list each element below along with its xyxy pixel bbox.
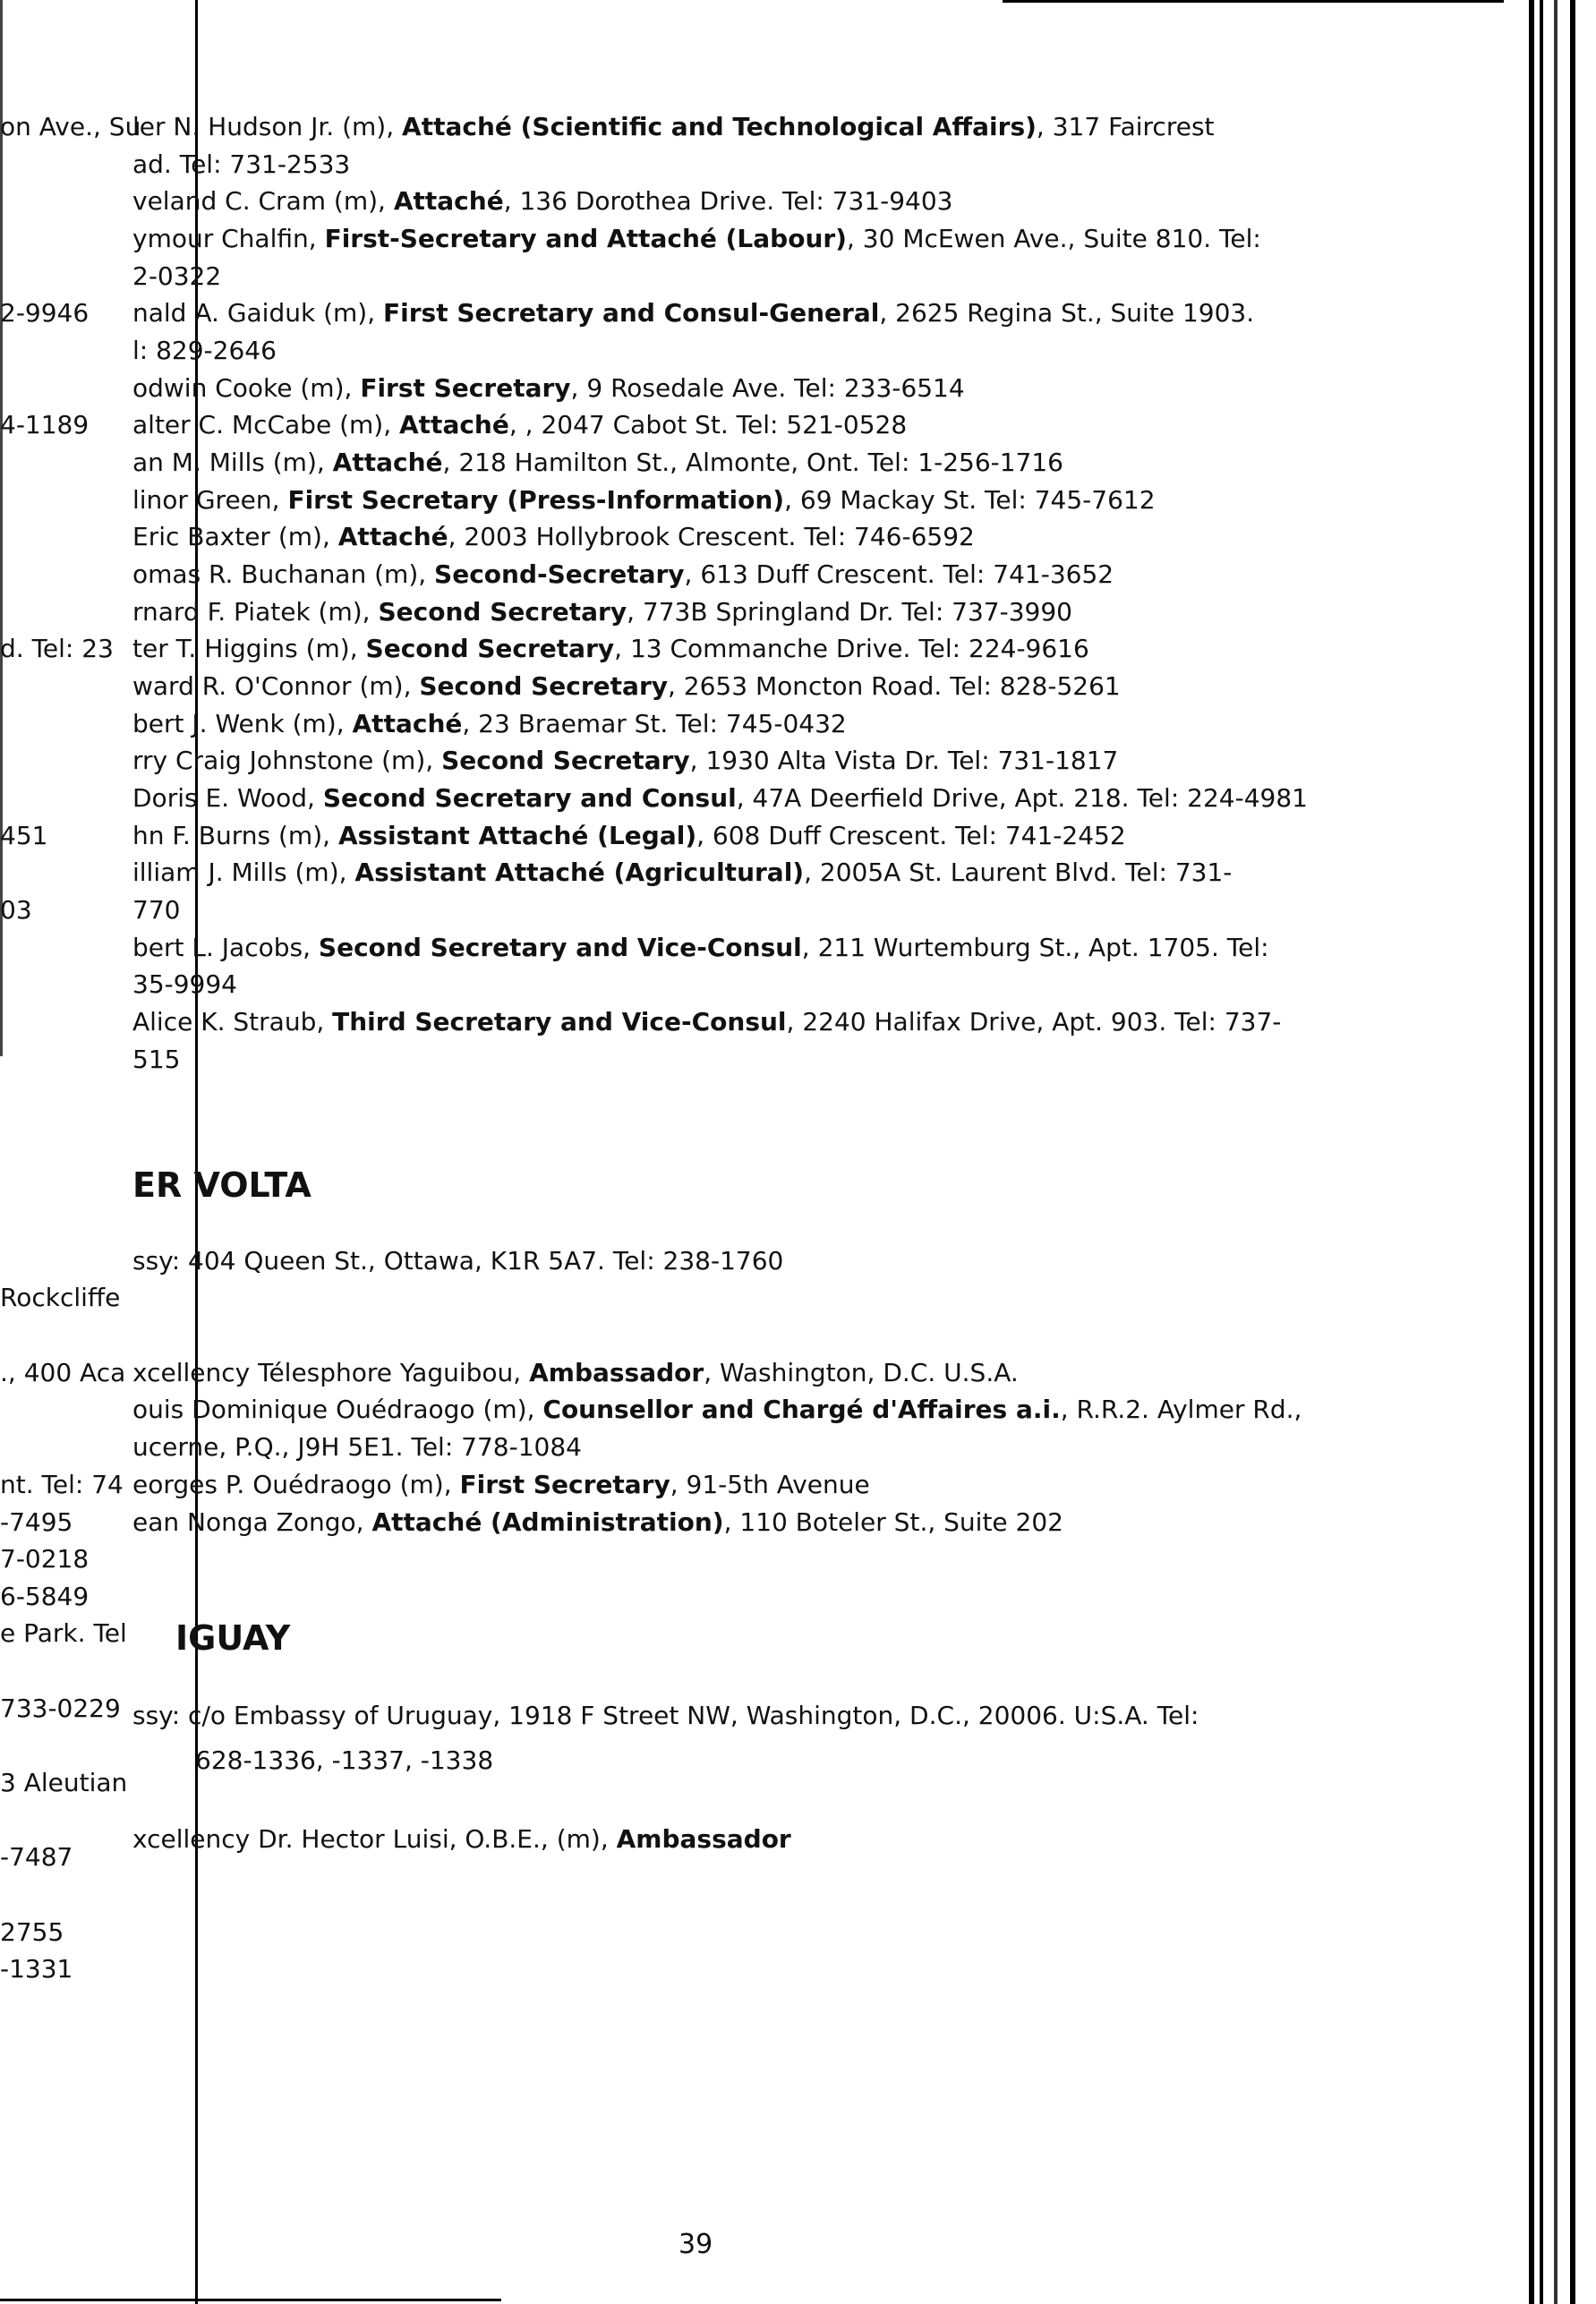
title-text: First Secretary and Consul-General <box>383 298 880 328</box>
page-number: 39 <box>679 2229 713 2260</box>
directory-line <box>132 522 975 552</box>
bleed-fragment: 4-1189 <box>0 410 90 439</box>
title-text: First Secretary <box>360 373 571 403</box>
title-text: Second Secretary <box>378 597 627 627</box>
bleed-fragment: 451 <box>0 821 48 850</box>
bleed-fragment: 3 Aleutian <box>0 1768 128 1797</box>
entry-text: , 2003 Hollybrook Crescent. Tel: 746-6592 <box>448 522 975 551</box>
entry-text: rry Craig Johnstone (m), <box>132 746 442 775</box>
entry-text: veland C. Cram (m), <box>132 186 394 216</box>
title-text: First-Secretary and Attaché (Labour) <box>324 224 847 253</box>
directory-line <box>132 448 1063 478</box>
bleed-fragment: d. Tel: 23 <box>0 634 114 663</box>
entry-text: odwin Cooke (m), <box>132 373 361 403</box>
bleed-fragment: 6-5849 <box>0 1582 90 1611</box>
entry-text: xcellency Dr. Hector Luisi, O.B.E., (m), <box>132 1824 617 1854</box>
entry-text: , 47A Deerfield Drive, Apt. 218. Tel: 224-4981 <box>736 783 1308 813</box>
title-text: Ambassador <box>616 1824 791 1854</box>
title-text: Attaché <box>399 410 509 439</box>
entry-text: , 608 Duff Crescent. Tel: 741-2452 <box>696 821 1126 850</box>
directory-line <box>132 746 1118 776</box>
entry-text: eorges P. Ouédraogo (m), <box>132 1470 460 1499</box>
directory-line <box>132 1432 582 1463</box>
entry-text: xcellency Télesphore Yaguibou, <box>132 1358 530 1387</box>
entry-text: ssy: 404 Queen St., Ottawa, K1R 5A7. Tel: 238-1760 <box>132 1246 784 1276</box>
entry-text: rnard F. Piatek (m), <box>132 597 379 627</box>
right-edge-strip <box>1529 0 1596 2304</box>
directory-line <box>132 559 1114 590</box>
entry-text: ean Nonga Zongo, <box>132 1507 372 1537</box>
title-text: Second Secretary and Vice-Consul <box>318 933 802 962</box>
bleed-fragment: e Park. Tel <box>0 1618 127 1648</box>
entry-text: Doris E. Wood, <box>132 783 323 813</box>
entry-text: ucerne, P.Q., J9H 5E1. Tel: 778-1084 <box>132 1432 582 1462</box>
title-text: Attaché (Scientific and Technological Affairs) <box>402 112 1037 141</box>
entry-text: hn F. Burns (m), <box>132 821 338 850</box>
directory-line <box>132 1358 1019 1388</box>
bleed-fragment: Rockcliffe <box>0 1283 121 1312</box>
entry-text: ymour Chalfin, <box>132 224 325 253</box>
directory-line <box>132 821 1126 851</box>
entry-text: 35-9994 <box>132 969 237 999</box>
title-text: First Secretary <box>459 1470 670 1499</box>
entry-text: , 211 Wurtemburg St., Apt. 1705. Tel: <box>801 933 1269 962</box>
entry-text: , 23 Braemar St. Tel: 745-0432 <box>462 709 847 738</box>
entry-text: , 218 Hamilton St., Almonte, Ont. Tel: 1-256-1716 <box>442 448 1063 477</box>
entry-text: , Washington, D.C. U.S.A. <box>704 1358 1019 1387</box>
directory-line <box>195 1745 493 1776</box>
entry-text: 628-1336, -1337, -1338 <box>195 1745 494 1775</box>
entry-text: , 2625 Regina St., Suite 1903. <box>879 298 1255 328</box>
entry-text: Alice K. Straub, <box>132 1007 333 1037</box>
directory-line <box>132 597 1072 627</box>
entry-text: l: 829-2646 <box>132 336 277 365</box>
entry-text: , 30 McEwen Ave., Suite 810. Tel: <box>846 224 1261 253</box>
title-text: Third Secretary and Vice-Consul <box>332 1007 787 1037</box>
bleed-fragment: 733-0229 <box>0 1694 121 1723</box>
directory-line <box>132 336 277 366</box>
bleed-fragment: nt. Tel: 74 <box>0 1470 124 1499</box>
entry-text: , 136 Dorothea Drive. Tel: 731-9403 <box>503 186 953 216</box>
bleed-fragment: ., 400 Aca <box>0 1358 126 1387</box>
entry-text: alter C. McCabe (m), <box>132 410 399 439</box>
entry-text: illiam J. Mills (m), <box>132 858 355 887</box>
bottom-rule <box>0 2299 501 2301</box>
title-text: Attaché (Administration) <box>371 1507 724 1537</box>
entry-text: 515 <box>132 1045 181 1074</box>
title-text: Second Secretary <box>441 746 690 775</box>
directory-line <box>132 1045 180 1075</box>
entry-text: ad. Tel: 731-2533 <box>132 149 351 179</box>
directory-line <box>132 410 907 440</box>
entry-text: , 2240 Halifax Drive, Apt. 903. Tel: 737- <box>786 1007 1282 1037</box>
entry-text: bert J. Wenk (m), <box>132 709 353 738</box>
entry-text: , 110 Boteler St., Suite 202 <box>723 1507 1063 1537</box>
entry-text: , , 2047 Cabot St. Tel: 521-0528 <box>508 410 908 439</box>
entry-text: nald A. Gaiduk (m), <box>132 298 384 328</box>
bleed-fragment: -1331 <box>0 1954 73 1984</box>
directory-line <box>132 969 237 1000</box>
entry-text: ouis Dominique Ouédraogo (m), <box>132 1395 543 1424</box>
directory-line <box>132 149 350 180</box>
entry-text: ter T. Higgins (m), <box>132 634 366 663</box>
directory-line <box>132 671 1121 702</box>
entry-text: Eric Baxter (m), <box>132 522 338 551</box>
entry-text: , 2653 Moncton Road. Tel: 828-5261 <box>668 671 1121 701</box>
directory-line <box>132 186 953 217</box>
entry-text: , 1930 Alta Vista Dr. Tel: 731-1817 <box>689 746 1119 775</box>
entry-text: 2-0322 <box>132 261 222 291</box>
section-heading: ER VOLTA <box>132 1165 312 1205</box>
directory-line <box>132 858 1232 888</box>
title-text: Assistant Attaché (Agricultural) <box>354 858 805 887</box>
directory-line <box>132 933 1269 963</box>
entry-text: , 2005A St. Laurent Blvd. Tel: 731- <box>804 858 1233 887</box>
title-text: First Secretary (Press-Information) <box>287 485 785 515</box>
entry-text: ssy: c/o Embassy of Uruguay, 1918 F Street NW, Washington, D.C., 20006. U:S.A. Tel: <box>132 1701 1199 1730</box>
directory-line <box>132 298 1254 329</box>
title-text: Second-Secretary <box>434 559 685 589</box>
bleed-fragment: on Ave., Su <box>0 112 141 141</box>
entry-text: , R.R.2. Aylmer Rd., <box>1060 1395 1302 1424</box>
entry-text: , 91-5th Avenue <box>670 1470 870 1499</box>
directory-line <box>132 1007 1281 1037</box>
entry-text: , 13 Commanche Drive. Tel: 224-9616 <box>614 634 1089 663</box>
directory-line <box>132 709 847 739</box>
bleed-fragment: 7-0218 <box>0 1544 90 1574</box>
title-text: Assistant Attaché (Legal) <box>337 821 697 850</box>
title-text: Attaché <box>393 186 504 216</box>
directory-line <box>132 261 221 292</box>
directory-line <box>132 783 1308 814</box>
directory-line <box>132 485 1156 516</box>
directory-line <box>132 634 1089 664</box>
title-text: Attaché <box>337 522 448 551</box>
entry-text: linor Green, <box>132 485 288 515</box>
title-text: Ambassador <box>529 1358 704 1387</box>
bleed-fragment: 03 <box>0 895 32 925</box>
directory-line <box>132 224 1261 254</box>
directory-line <box>132 373 965 404</box>
entry-text: 770 <box>132 895 181 925</box>
directory-line <box>132 1395 1302 1425</box>
bleed-fragment: 2-9946 <box>0 298 90 328</box>
entry-text: an M. Mills (m), <box>132 448 333 477</box>
directory-line <box>132 1246 783 1276</box>
title-text: Second Secretary <box>419 671 668 701</box>
top-rule <box>1003 0 1504 3</box>
entry-text: ler N. Hudson Jr. (m), <box>132 112 403 141</box>
directory-line <box>132 1824 791 1855</box>
directory-line <box>132 1470 870 1500</box>
entry-text: , 317 Faircrest <box>1036 112 1215 141</box>
entry-text: ward R. O'Connor (m), <box>132 671 420 701</box>
directory-line <box>132 895 180 926</box>
entry-text: , 9 Rosedale Ave. Tel: 233-6514 <box>570 373 965 403</box>
directory-line <box>132 1507 1063 1538</box>
directory-line <box>132 1701 1199 1731</box>
entry-text: omas R. Buchanan (m), <box>132 559 435 589</box>
title-text: Second Secretary <box>365 634 615 663</box>
title-text: Counsellor and Chargé d'Affaires a.i. <box>542 1395 1061 1424</box>
entry-text: , 613 Duff Crescent. Tel: 741-3652 <box>684 559 1114 589</box>
bleed-fragment: 2755 <box>0 1917 64 1947</box>
entry-text: , 773B Springland Dr. Tel: 737-3990 <box>627 597 1072 627</box>
section-heading: IGUAY <box>175 1618 291 1658</box>
directory-line <box>132 112 1215 142</box>
bleed-fragment: -7495 <box>0 1507 73 1537</box>
title-text: Attaché <box>332 448 443 477</box>
entry-text: bert L. Jacobs, <box>132 933 319 962</box>
title-text: Attaché <box>352 709 463 738</box>
entry-text: , 69 Mackay St. Tel: 745-7612 <box>784 485 1156 515</box>
bleed-fragment: -7487 <box>0 1842 73 1872</box>
title-text: Second Secretary and Consul <box>322 783 737 813</box>
